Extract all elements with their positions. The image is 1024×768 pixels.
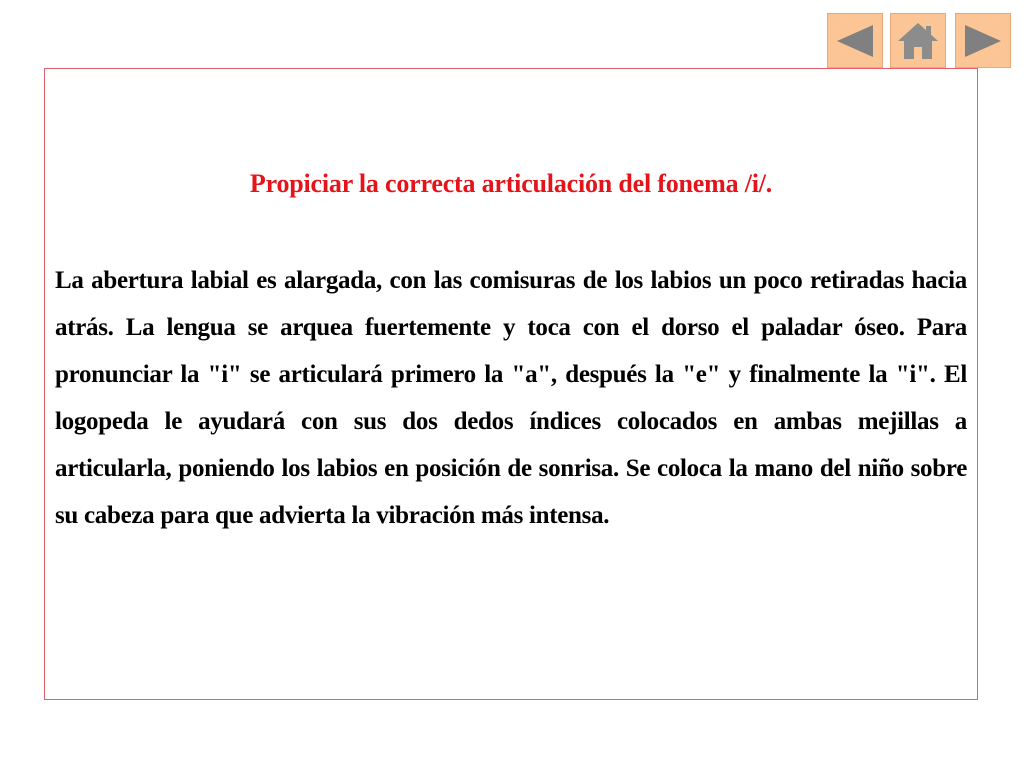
- previous-slide-button[interactable]: [827, 13, 883, 68]
- triangle-right-icon: [963, 23, 1003, 59]
- slide-body-text: La abertura labial es alargada, con las comisuras de los labios un poco retiradas hacia atrás. La lengua se arquea fuertemente y toca con el dorso el paladar óseo. Para pronunciar la "i" se articulará primero la "a", después la "e" y finalmente la "i". El logopeda le ayudará con sus dos dedos índices colocados en ambas mejillas a articularla, poniendo los labios en posición de sonrisa. Se coloca la mano del niño sobre su cabeza para que advierta la vibración más intensa.: [55, 267, 967, 529]
- triangle-left-icon: [835, 23, 875, 59]
- house-icon: [896, 21, 940, 61]
- home-button[interactable]: [890, 13, 946, 68]
- next-slide-button[interactable]: [955, 13, 1011, 68]
- slide-content-frame: [44, 68, 978, 700]
- slide-title: Propiciar la correcta articulación del fonema /i/.: [249, 169, 773, 198]
